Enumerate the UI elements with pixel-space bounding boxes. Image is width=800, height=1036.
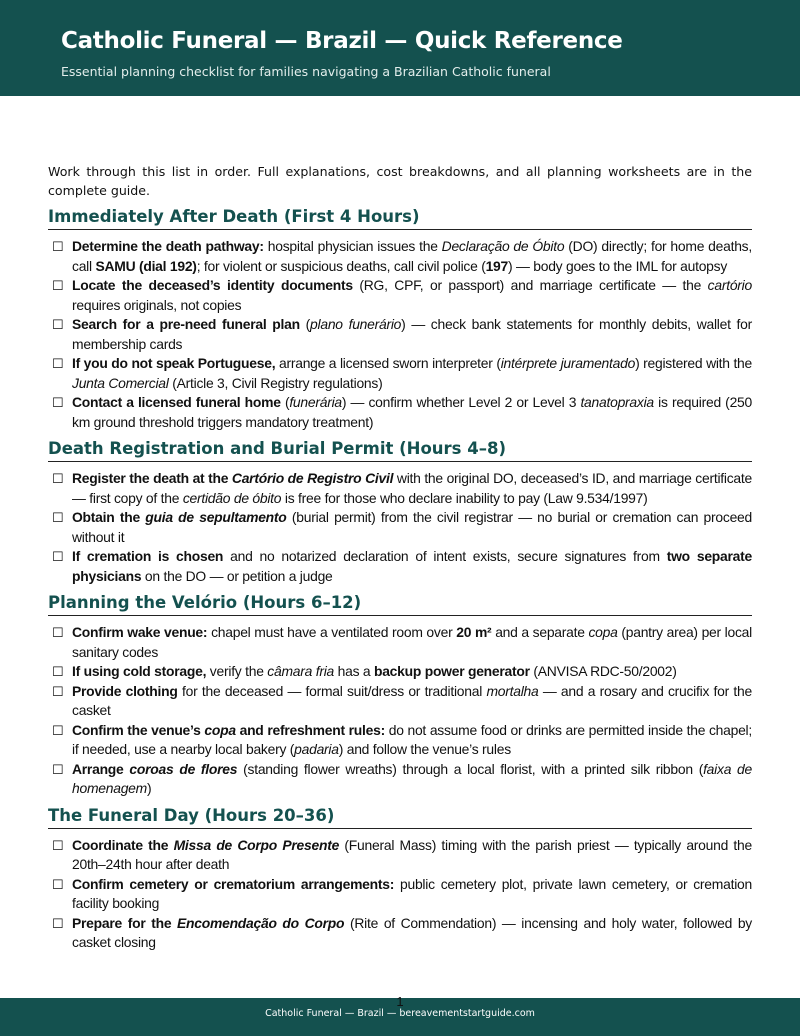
item-text: is free for those who declare inability to pay (Law 9.534/1997)	[281, 489, 648, 506]
checkbox-icon[interactable]: ☐	[52, 664, 64, 679]
item-text: If cremation is chosen	[72, 548, 224, 564]
item-text: (RG, CPF, or passport) and marriage certificate — the	[352, 277, 708, 293]
item-text: Encomendação do Corpo	[177, 914, 345, 931]
checkbox-icon[interactable]: ☐	[52, 915, 64, 931]
item-text: Confirm wake venue:	[72, 624, 208, 640]
checkbox-icon[interactable]: ☐	[52, 239, 64, 254]
item-text: Cartório de Registro Civil	[231, 470, 394, 486]
item-text: Prepare for the	[72, 914, 178, 931]
checklist-item	[48, 875, 752, 914]
checklist-item	[48, 393, 752, 432]
checkbox-icon[interactable]: ☐	[52, 317, 64, 332]
page-number: 1	[396, 994, 404, 1009]
item-text: intérprete juramentado	[500, 355, 636, 371]
item-text: (	[299, 316, 311, 332]
checklist-item	[48, 836, 752, 875]
checklist-sections	[48, 206, 752, 953]
checklist-content	[48, 162, 752, 959]
item-text: SAMU (dial 192)	[95, 257, 197, 274]
checkbox-icon[interactable]: ☐	[52, 356, 64, 371]
item-text: ) and follow the venue’s rules	[338, 741, 511, 757]
item-text: has a	[334, 663, 374, 679]
item-text: coroas de flores	[129, 760, 238, 777]
item-text: arrange a licensed sworn interpreter (	[275, 355, 501, 371]
item-text: Missa de Corpo Presente	[173, 836, 340, 853]
item-text: ) registered with the	[635, 355, 753, 371]
item-text: with the original DO, deceased’s ID, and marriage certificate — first copy of the	[72, 470, 752, 506]
item-text: chapel must have a ventilated room over	[207, 624, 457, 640]
checkbox-icon[interactable]: ☐	[52, 625, 64, 640]
item-text: ) — confirm whether Level 2 or Level 3	[341, 394, 581, 410]
item-text: Locate the deceased’s identity documents	[72, 277, 353, 293]
checklist-item	[48, 354, 752, 393]
item-text: Coordinate the	[72, 836, 174, 853]
item-text: (Article 3, Civil Registry regulations)	[168, 374, 383, 391]
item-text: Declaração de Óbito	[441, 238, 565, 254]
item-text: and refreshment rules:	[235, 721, 385, 738]
checklist-item	[48, 662, 752, 682]
item-text: (DO) directly; for home deaths, call	[72, 238, 752, 274]
checklist-item	[48, 682, 752, 721]
checklist-item	[48, 237, 752, 276]
checklist	[48, 623, 752, 799]
intro-text: Work through this list in order. Full explanations, cost breakdowns, and all planning worksheets are in the complete guide.	[48, 164, 752, 198]
item-text: do not assume food or drinks are permitted inside the chapel; if needed, use a nearby local bakery (	[72, 721, 753, 757]
checkbox-icon[interactable]: ☐	[52, 471, 64, 486]
page-header	[0, 0, 800, 96]
checkbox-icon[interactable]: ☐	[52, 683, 64, 699]
item-text: copa	[588, 624, 618, 640]
item-text: and a separate	[491, 624, 589, 640]
checklist-item	[48, 623, 752, 662]
item-text: 20 m²	[456, 624, 492, 640]
item-text: câmara fria	[267, 663, 335, 679]
item-text: ) — check bank statements for monthly debits, wallet for membership cards	[72, 316, 752, 352]
checkbox-icon[interactable]: ☐	[52, 510, 64, 525]
item-text: )	[146, 780, 152, 796]
checklist-item	[48, 469, 752, 508]
item-text: faixa de homenagem	[72, 760, 753, 796]
item-text: verify the	[206, 663, 268, 679]
checklist-item	[48, 508, 752, 547]
checkbox-icon[interactable]: ☐	[52, 395, 64, 410]
section-title: Immediately After Death (First 4 Hours)	[48, 206, 752, 230]
section-title: Planning the Velório (Hours 6–12)	[48, 592, 752, 616]
checkbox-icon[interactable]: ☐	[52, 876, 64, 892]
item-text: Confirm the venue’s	[72, 721, 205, 738]
item-text: certidão de óbito	[182, 489, 282, 506]
item-text: copa	[204, 721, 236, 738]
item-text: If you do not speak Portuguese,	[72, 355, 276, 371]
item-text: and no notarized declaration of intent exists, secure signatures from	[223, 548, 667, 564]
page-title: Catholic Funeral — Brazil — Quick Reference	[61, 28, 623, 54]
item-text: ) — body goes to the IML for autopsy	[508, 257, 728, 274]
checkbox-icon[interactable]: ☐	[52, 837, 64, 853]
checklist	[48, 237, 752, 432]
item-text: public cemetery plot, private lawn cemetery, or cremation facility booking	[72, 875, 752, 911]
item-text: tanatopraxia	[580, 394, 654, 410]
item-text: — and a rosary and crucifix for the casket	[72, 682, 752, 718]
item-text: Junta Comercial	[72, 374, 169, 391]
item-text: Obtain the	[72, 509, 146, 525]
checklist-item	[48, 914, 752, 953]
checkbox-icon[interactable]: ☐	[52, 549, 64, 564]
item-text: mortalha	[486, 682, 539, 699]
item-text: (standing flower wreaths) through a local florist, with a printed silk ribbon (	[237, 760, 704, 777]
page-subtitle: Essential planning checklist for families navigating a Brazilian Catholic funeral	[61, 64, 551, 79]
item-text: guia de sepultamento	[145, 509, 287, 525]
item-text: for the deceased — formal suit/dress or traditional	[177, 682, 487, 699]
item-text: Confirm cemetery or crematorium arrangements:	[72, 875, 395, 892]
item-text: ; for violent or suspicious deaths, call civil police (	[196, 257, 486, 274]
item-text: hospital physician issues the	[263, 238, 442, 254]
checkbox-icon[interactable]: ☐	[52, 761, 64, 777]
footer-text: Catholic Funeral — Brazil — bereavementstartguide.com	[265, 1008, 535, 1019]
item-text: Contact a licensed funeral home	[72, 394, 281, 410]
item-text: Arrange	[72, 760, 130, 777]
item-text: padaria	[294, 741, 339, 757]
item-text: (burial permit) from the civil registrar — no burial or cremation can proceed without it	[72, 509, 752, 545]
item-text: plano funerário	[310, 316, 402, 332]
item-text: Provide clothing	[72, 682, 178, 699]
item-text: two separate physicians	[72, 548, 752, 584]
item-text: (Rite of Commendation) — incensing and holy water, followed by casket closing	[72, 914, 752, 950]
item-text: requires originals, not copies	[72, 296, 242, 313]
checklist	[48, 469, 752, 586]
item-text: Register the death at the	[72, 470, 232, 486]
item-text: If using cold storage,	[72, 663, 207, 679]
item-text: Determine the death pathway:	[72, 238, 264, 254]
item-text: 197	[485, 257, 509, 274]
item-text: Search for a pre-need funeral plan	[72, 316, 300, 332]
checkbox-icon[interactable]: ☐	[52, 722, 64, 738]
checklist-item	[48, 760, 752, 799]
item-text: funerária	[289, 394, 342, 410]
checklist-item	[48, 721, 752, 760]
item-text: on the DO — or petition a judge	[141, 567, 333, 584]
item-text: (ANVISA RDC-50/2002)	[529, 663, 677, 679]
item-text: backup power generator	[373, 663, 530, 679]
item-text: is required (250 km ground threshold triggers mandatory treatment)	[72, 394, 752, 430]
item-text: (	[280, 394, 290, 410]
checklist-item	[48, 315, 752, 354]
section-title: The Funeral Day (Hours 20–36)	[48, 805, 752, 829]
checklist	[48, 836, 752, 953]
section-title: Death Registration and Burial Permit (Hours 4–8)	[48, 438, 752, 462]
checkbox-icon[interactable]: ☐	[52, 278, 64, 293]
item-text: (pantry area) per local sanitary codes	[72, 624, 752, 660]
checklist-item	[48, 547, 752, 586]
item-text: cartório	[707, 277, 752, 293]
item-text: (Funeral Mass) timing with the parish priest — typically around the 20th–24th hour after death	[72, 836, 752, 872]
checklist-item	[48, 276, 752, 315]
